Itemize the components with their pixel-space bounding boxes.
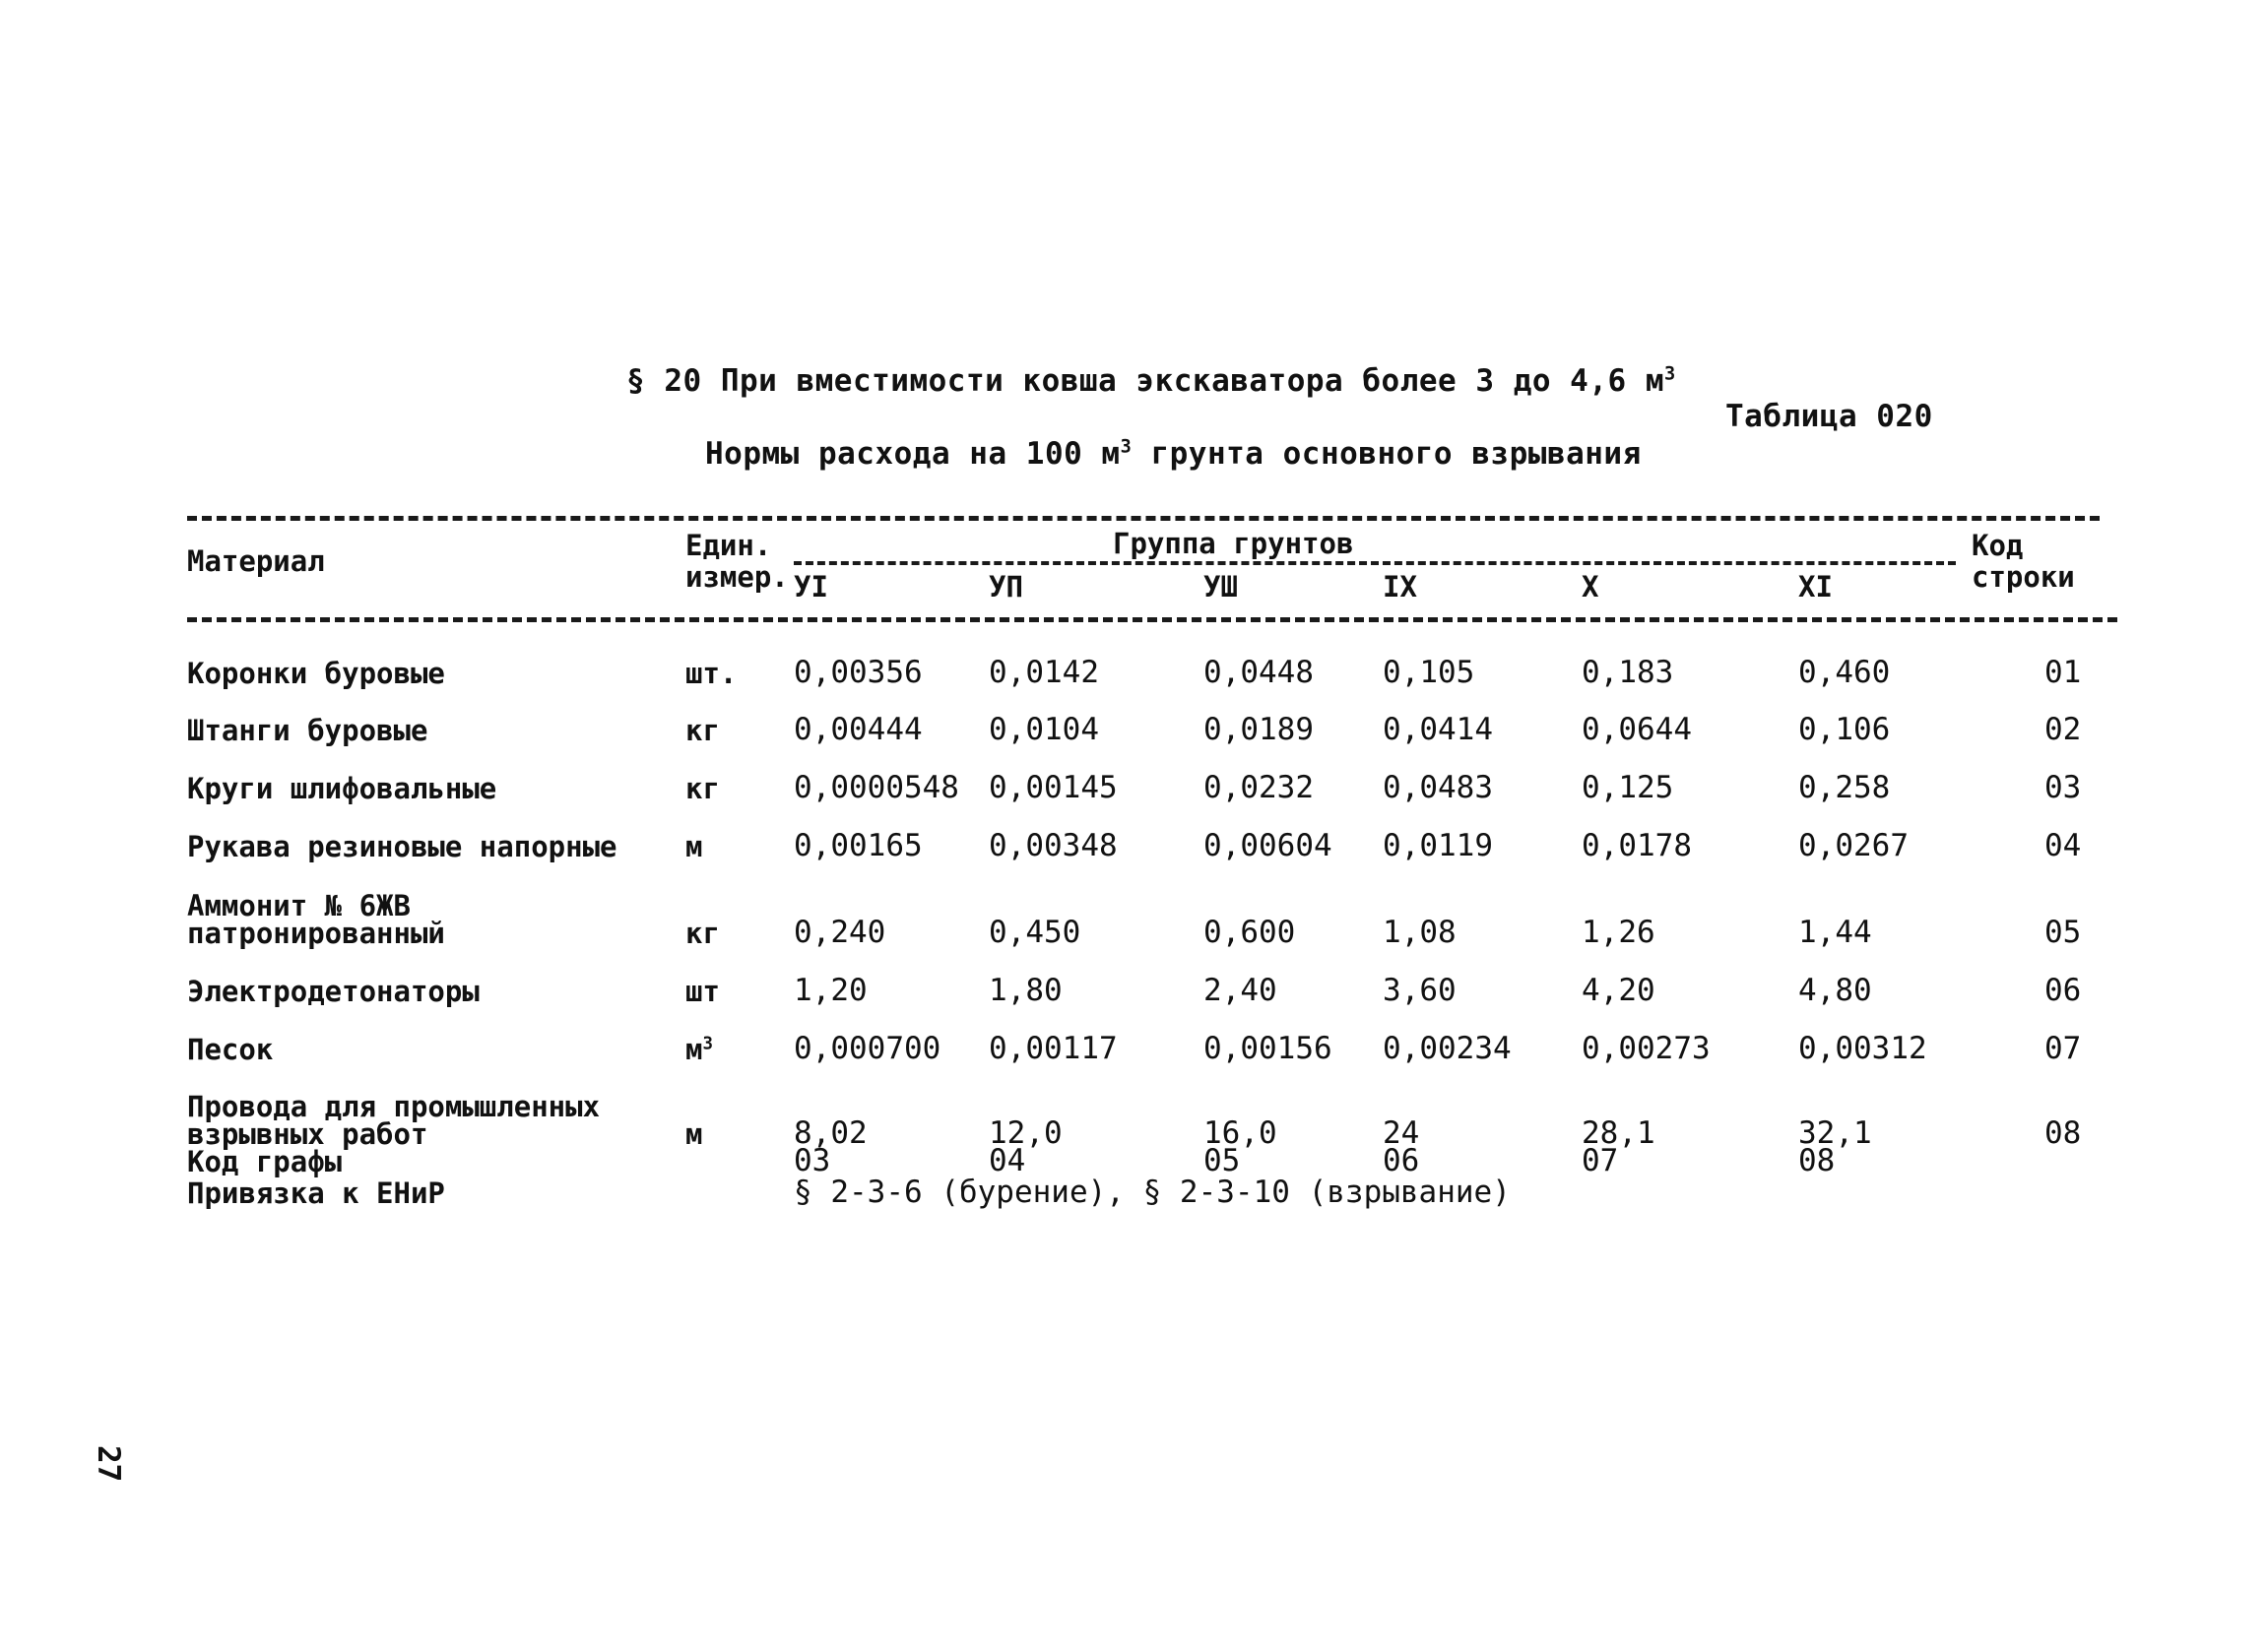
row-material-name: Рукава резиновые напорные — [187, 830, 617, 863]
section-title-superscript: 3 — [1664, 363, 1676, 385]
reference-text: § 2-3-6 (бурение), § 2-3-10 (взрывание) — [794, 1175, 1511, 1210]
row-value-group-2: 0,450 — [989, 915, 1081, 950]
row-value-group-5: 4,20 — [1582, 973, 1655, 1008]
row-value-group-5: 0,0178 — [1582, 828, 1692, 863]
column-header-unit-line2: измер. — [685, 560, 789, 594]
row-code: 06 — [2044, 973, 2082, 1008]
row-value-group-6: 0,0267 — [1798, 828, 1909, 863]
section-title-text: § 20 При вместимости ковша экскаватора более 3 до 4,6 м — [626, 363, 1664, 399]
header-bottom-rule — [187, 617, 2117, 622]
row-unit — [685, 1033, 713, 1066]
reference-label: Привязка к ЕНиР — [187, 1176, 445, 1210]
row-code: 03 — [2044, 770, 2082, 805]
column-header-group-5: X — [1582, 570, 1599, 604]
row-value-group-4: 0,0483 — [1383, 770, 1493, 805]
row-value-group-4: 0,105 — [1383, 655, 1475, 690]
column-header-code-line1: Код — [1972, 529, 2024, 562]
row-value-group-1: 0,00444 — [794, 712, 923, 747]
column-header-code-line2: строки — [1972, 560, 2075, 594]
column-code-6: 08 — [1798, 1143, 1836, 1178]
row-material-name: Песок — [187, 1033, 274, 1066]
subtitle-superscript: 3 — [1120, 436, 1133, 458]
row-value-group-2: 0,0142 — [989, 655, 1099, 690]
row-value-group-3: 16,0 — [1203, 1115, 1277, 1151]
column-header-group-4: IX — [1383, 570, 1417, 604]
row-value-group-6: 32,1 — [1798, 1115, 1872, 1151]
row-value-group-5: 0,183 — [1582, 655, 1674, 690]
column-header-group-2: УП — [989, 570, 1023, 604]
row-unit: кг — [685, 714, 720, 747]
column-header-unit-line1: Един. — [685, 529, 772, 562]
header-top-rule — [187, 516, 2100, 521]
row-material-name-line2: патронированный — [187, 917, 445, 950]
row-value-group-5: 1,26 — [1582, 915, 1655, 950]
row-value-group-3: 2,40 — [1203, 973, 1277, 1008]
row-value-group-5: 0,0644 — [1582, 712, 1692, 747]
page-number: 27 — [91, 1445, 126, 1483]
row-material-name-line1: Провода для промышленных — [187, 1090, 601, 1123]
row-value-group-1: 8,02 — [794, 1115, 868, 1151]
row-value-group-1: 0,0000548 — [794, 770, 959, 805]
column-header-group-6: XI — [1798, 570, 1833, 604]
row-value-group-5: 0,00273 — [1582, 1031, 1711, 1066]
row-unit: кг — [685, 772, 720, 805]
row-value-group-4: 3,60 — [1383, 973, 1457, 1008]
row-code: 07 — [2044, 1031, 2082, 1066]
row-value-group-1: 0,00165 — [794, 828, 923, 863]
row-value-group-2: 1,80 — [989, 973, 1063, 1008]
row-value-group-3: 0,0232 — [1203, 770, 1314, 805]
column-code-3: 05 — [1203, 1143, 1241, 1178]
column-header-material: Материал — [187, 544, 325, 578]
group-divider-rule — [794, 561, 1956, 565]
row-unit: м — [685, 830, 703, 863]
row-value-group-3: 0,600 — [1203, 915, 1296, 950]
row-value-group-3: 0,0189 — [1203, 712, 1314, 747]
row-value-group-3: 0,00156 — [1203, 1031, 1332, 1066]
row-value-group-6: 0,258 — [1798, 770, 1891, 805]
row-value-group-1: 0,000700 — [794, 1031, 941, 1066]
row-material-name: Круги шлифовальные — [187, 772, 497, 805]
row-value-group-6: 4,80 — [1798, 973, 1872, 1008]
row-value-group-3: 0,0448 — [1203, 655, 1314, 690]
row-value-group-2: 0,00145 — [989, 770, 1118, 805]
row-value-group-5: 28,1 — [1582, 1115, 1655, 1151]
row-value-group-4: 0,0119 — [1383, 828, 1493, 863]
row-value-group-5: 0,125 — [1582, 770, 1674, 805]
row-material-name-line2: взрывных работ — [187, 1117, 428, 1151]
subtitle-text-after: грунта основного взрывания — [1132, 436, 1642, 472]
row-value-group-1: 0,240 — [794, 915, 886, 950]
row-code: 02 — [2044, 712, 2082, 747]
row-value-group-1: 0,00356 — [794, 655, 923, 690]
row-value-group-2: 0,00117 — [989, 1031, 1118, 1066]
column-code-5: 07 — [1582, 1143, 1619, 1178]
row-value-group-4: 0,00234 — [1383, 1031, 1512, 1066]
subtitle-text-before: Нормы расхода на 100 м — [705, 436, 1121, 472]
row-value-group-4: 0,0414 — [1383, 712, 1493, 747]
row-value-group-4: 24 — [1383, 1115, 1420, 1151]
row-unit-text: м — [685, 1033, 703, 1066]
row-material-name: Штанги буровые — [187, 714, 428, 747]
column-code-label: Код графы — [187, 1145, 343, 1178]
row-code: 08 — [2044, 1115, 2082, 1151]
row-value-group-4: 1,08 — [1383, 915, 1457, 950]
row-value-group-2: 12,0 — [989, 1115, 1063, 1151]
column-code-1: 03 — [794, 1143, 831, 1178]
row-unit: шт — [685, 975, 720, 1008]
row-material-name: Электродетонаторы — [187, 975, 480, 1008]
row-unit: кг — [685, 917, 720, 950]
row-code: 01 — [2044, 655, 2082, 690]
row-unit: шт. — [685, 657, 738, 690]
row-unit: м — [685, 1117, 703, 1151]
row-value-group-6: 0,00312 — [1798, 1031, 1927, 1066]
row-value-group-6: 1,44 — [1798, 915, 1872, 950]
row-value-group-3: 0,00604 — [1203, 828, 1332, 863]
table-label: Таблица 020 — [1725, 399, 1933, 434]
column-header-group-3: УШ — [1203, 570, 1238, 604]
row-value-group-6: 0,106 — [1798, 712, 1891, 747]
row-value-group-1: 1,20 — [794, 973, 868, 1008]
section-title — [626, 363, 1676, 399]
column-code-2: 04 — [989, 1143, 1026, 1178]
row-code: 05 — [2044, 915, 2082, 950]
column-header-group-1: УI — [794, 570, 828, 604]
row-unit-superscript: 3 — [702, 1034, 713, 1054]
row-value-group-2: 0,0104 — [989, 712, 1099, 747]
row-code: 04 — [2044, 828, 2082, 863]
column-code-4: 06 — [1383, 1143, 1420, 1178]
row-value-group-2: 0,00348 — [989, 828, 1118, 863]
row-value-group-6: 0,460 — [1798, 655, 1891, 690]
column-header-group: Группа грунтов — [1113, 527, 1354, 560]
row-material-name: Коронки буровые — [187, 657, 445, 690]
subtitle — [705, 436, 1642, 472]
row-material-name-line1: Аммонит № 6ЖВ — [187, 889, 411, 922]
